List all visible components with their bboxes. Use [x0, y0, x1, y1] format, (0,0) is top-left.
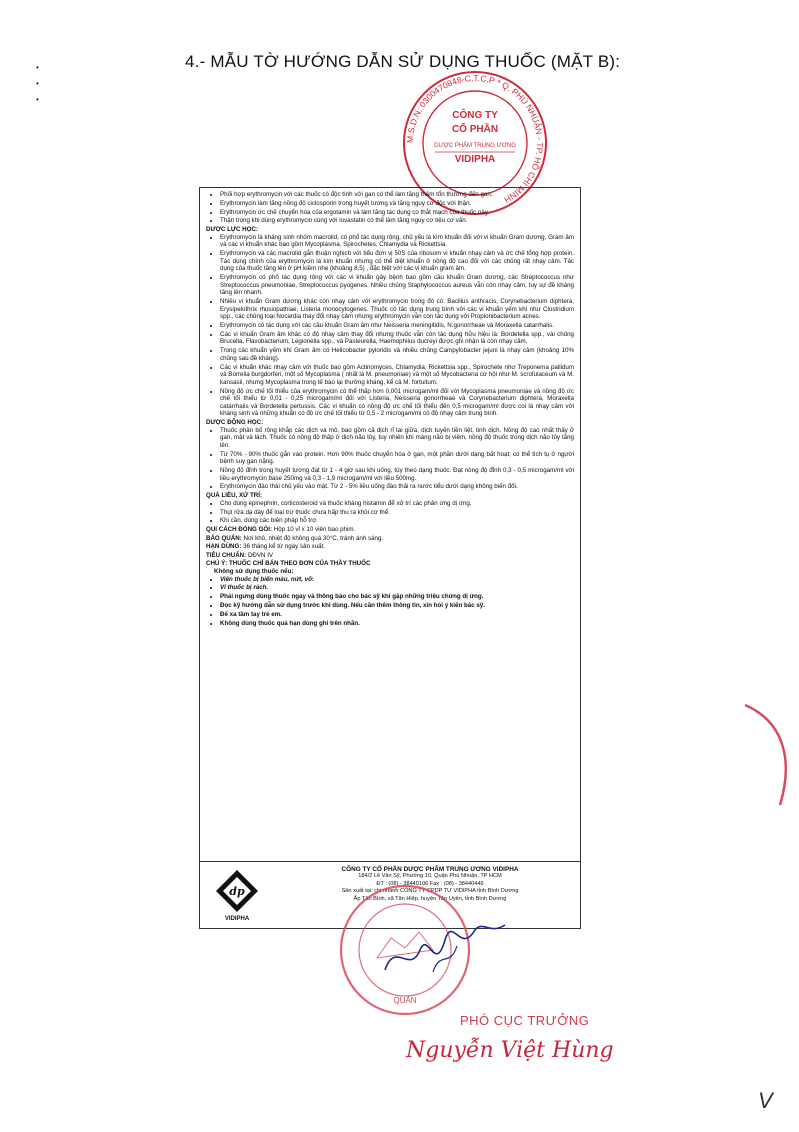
list-item: • Thụt rửa dạ dày để loại trừ thuốc chưa hấp thu ra khỏi cơ thể.	[220, 509, 574, 517]
packaging-line	[206, 526, 574, 534]
pharmacokinetics-list	[206, 427, 574, 491]
overdose-list	[206, 500, 574, 525]
pharmacodynamics-title: DƯỢC LỰC HỌC:	[206, 226, 258, 234]
list-item: • Từ 70% - 90% thuốc gắn vào protein. Hơn 90% thuốc chuyển hóa ở gan, một phần dưới dạng bất hoạt; có thể tích tụ ở người bệnh suy gan nặng.	[220, 451, 574, 466]
pharmacodynamics-list	[206, 234, 574, 418]
shelf-life-line	[206, 543, 574, 551]
no-use-list	[206, 576, 574, 592]
stamp-ring-text: QUẢN	[393, 996, 417, 1005]
list-item: • Cho dùng epinephrin, corticosteroid và thuốc kháng histamin để xử trí các phản ứng dị ứng.	[220, 500, 574, 508]
list-item: • Thận trọng khi dùng erythromycin cùng với lovastatin có thể làm tăng nguy cơ tiêu cơ vân.	[220, 217, 574, 225]
overdose-title: QUÁ LIỀU, XỬ TRÍ:	[206, 492, 263, 500]
shelf-life-value: 36 tháng kể từ ngày sản xuất.	[243, 543, 326, 551]
standard-label: TIÊU CHUẨN:	[206, 551, 247, 559]
packaging-value: Hộp 10 vỉ x 10 viên bao phim.	[273, 526, 356, 534]
list-item: • Phải ngưng dùng thuốc ngay và thông báo cho bác sỹ khi gặp những triệu chứng dị ứng.	[220, 593, 574, 601]
list-item: • Erythromycin đào thải chủ yếu vào mật. Từ 2 - 5% liều uống đào thải ra nước tiểu dưới dạng không biến đổi.	[220, 483, 574, 491]
list-item: • Đọc kỹ hướng dẫn sử dụng trước khi dùng. Nếu cần thêm thông tin, xin hỏi ý kiến bác sỹ.	[220, 602, 574, 610]
stamp-line3: DƯỢC PHẨM TRUNG ƯƠNG	[434, 143, 516, 149]
signature	[385, 925, 505, 970]
margin-dots: • • •	[36, 63, 39, 104]
factory-line: Sản xuất tại: chi nhánh CÔNG TY CPDP TƯ VIDIPHA tỉnh Bình Dương	[341, 888, 519, 895]
packaging-label: QUI CÁCH ĐÓNG GÓI:	[206, 526, 272, 534]
company-name: CÔNG TY CỔ PHẦN DƯỢC PHẨM TRUNG ƯƠNG VIDIPHA	[341, 866, 519, 873]
factory-address: Ấp Tân Bình, xã Tân Hiệp, huyện Tân Uyên, tỉnh Bình Dương	[353, 895, 507, 902]
list-item: • Erythromycin làm tăng nồng độ ciclosporin trong huyết tương và tăng nguy cơ độc với thận.	[220, 200, 574, 208]
list-item: • Erythromycin ức chế chuyển hóa của ergotamin và làm tăng tác dụng co thắt mạch của thuốc này.	[220, 209, 574, 217]
advice-list	[206, 593, 574, 627]
list-item: • Erythromycin có tác dụng với các cầu khuẩn Gram âm như Neisseria meningitidis, N.gonorrheae và Moraxella catarrhalis.	[220, 322, 574, 330]
list-item: • Erythromycin và các macrolid gắn thuận nghịch với tiểu đơn vị 50S của ribosom vi khuẩn nhạy cảm và ức chế tổng hợp protein. Tác dụng chính của erythromycin là kìm khuẩn nhưng có thể diệt khuẩn ở nồng độ cao đối với các chủng rất nhạy cảm. Tác dụng của thuốc tăng lên ở pH kiềm nhẹ (khoảng 8,5) , đặc biệt với các vi khuẩn gram âm.	[220, 250, 574, 273]
leaflet-document	[199, 187, 581, 862]
storage-value: Nơi khô, nhiệt độ không quá 30°C, tránh ánh sáng.	[243, 534, 384, 542]
list-item: • Trong các khuẩn yếm khí Gram âm có Helicobacter pyloridis và nhiều chủng Campylobacter jejuni là nhạy cảm (khoảng 10% chủng sau đề kháng).	[220, 347, 574, 362]
list-item: • Nồng độ ức chế tối thiểu của erythromycin có thể thấp hơn 0,001 microgam/ml đối với Mycoplasma pneumoniae và nồng độ ức chế tối thiểu từ 0,01 - 0,25 microgam/ml đối với Listeria, Neisseria gonorrheae và Corynebacterium diphtera, Moraxella catarrhalis và Bordetella pertussis. Các vi khuẩn có nồng độ ức chế tối thiểu đến 0,5 microgam/ml được coi là nhạy cảm với kháng sinh và những khuẩn có độ ức chế tối thiểu từ 0,5 - 2 microgam/ml có độ nhạy cảm trung bình.	[220, 388, 574, 418]
list-item: • Vỉ thuốc bị rách.	[220, 584, 574, 592]
company-address: 184/2 Lê Văn Sỹ, Phường 10, Quận Phú Nhuận, TP HCM	[358, 873, 502, 880]
list-item: • Erythromycin là kháng sinh nhóm macrolid, có phổ tác dụng rộng, chủ yếu là kìm khuẩn đối với vi khuẩn Gram dương, Gram âm và các vi khuẩn khác bao gồm Mycoplasma, Spirochetes, Chlamydia và Rickettsia.	[220, 234, 574, 249]
stamp-ring-text: M.S.D.N: 0300470848-C.T.C.P * Q. PHÚ NHUẬN - TP. HỒ CHÍ MINH	[404, 72, 546, 206]
standard-line	[206, 552, 574, 560]
list-item: • Các vi khuẩn Gram âm khác có độ nhạy cảm thay đổi nhưng thuốc vẫn còn tác dụng hữu hiệu là: Bordetella spp., vài chủng Brucella, Flavobacterium, Legionella spp., và Pasteurella, Haemophilus ducreyi được ghi nhận là còn nhạy cảm.	[220, 331, 574, 346]
list-item: • Để xa tầm tay trẻ em.	[220, 611, 574, 619]
storage-line	[206, 535, 574, 543]
company-phone: ĐT : (08) - 38440106 Fax : (08) - 38440446	[376, 880, 484, 887]
signer-name: Nguyễn Việt Hùng	[406, 1038, 614, 1063]
list-item: • Thuốc phân bố rộng khắp các dịch và mô, bao gồm cả dịch rỉ tai giữa, dịch tuyến tiền liệt, tinh dịch. Nồng độ cao nhất thấy ở gan, mật và lách. Thuốc có nồng độ thấp ở dịch não tủy, tuy nhiên khi màng não bị viêm, nồng độ thuốc trong dịch não tủy tăng lên.	[220, 427, 574, 450]
interactions-list	[206, 191, 574, 225]
list-item: • Không dùng thuốc quá hạn dùng ghi trên nhãn.	[220, 620, 574, 628]
shelf-life-label: HẠN DÙNG:	[206, 543, 242, 551]
svg-text:dp: dp	[229, 885, 245, 898]
no-use-title: Không sử dụng thuốc nếu:	[214, 568, 294, 576]
official-stamp	[325, 880, 515, 1020]
stamp-line2: CỔ PHẦN	[451, 124, 499, 135]
list-item: • Erythromycin có phổ tác dụng rộng với các vi khuẩn gây bệnh bao gồm cầu khuẩn Gram dương, các Streptococcus như Streptococcus pneumoniae, Streptococcus pyogenes. Nhiều chủng Staphylococcus aureus vẫn còn nhạy cảm, tuy sự đề kháng tăng lên nhanh.	[220, 274, 574, 297]
storage-label: BẢO QUẢN:	[206, 534, 242, 542]
page-initial: V	[758, 1088, 773, 1113]
pharmacokinetics-title: DƯỢC ĐỘNG HỌC:	[206, 419, 264, 427]
page-heading: 4.- MẪU TỜ HƯỚNG DẪN SỬ DỤNG THUỐC (MẶT B):	[185, 52, 621, 71]
page-edge-stamp	[740, 700, 799, 810]
warning-title: CHÚ Ý: THUỐC CHỈ BÁN THEO ĐƠN CỦA THẦY THUỐC	[206, 560, 371, 568]
standard-value: DĐVN IV	[247, 551, 274, 559]
list-item: • Phối hợp erythromycin với các thuốc có độc tính với gan có thể làm tăng thêm tổn thương đến gan.	[220, 191, 574, 199]
list-item: • Các vi khuẩn khác nhạy cảm với thuốc bao gồm Actinomyces, Chlamydia, Rickettsia spp., Spirochete như Treponema pallidum và Borrelia burgdorferi, một số Mycoplasma ( nhất là M. pneumoniae) và một số Mycobacteria cơ hội như M. scrofulaceum và M. kansasii, nhưng Mycoplasma trong tế bào lại thường kháng, kể cả M. fortuitum.	[220, 364, 574, 387]
list-item: • Nhiều vi khuẩn Gram dương khác còn nhạy cảm với erythromycin trong đó có: Bacillus anthracis, Corynebacterium diphtera, Erysipelothrix rhusiopathiae, Listeria monocytogenes. Thuốc có tác dụng trung bình với các vi khuẩn yếm khí như Clostridium spp., các chủng loại Nocardia thay đổi nhạy cảm nhưng erythromycin vẫn còn tác dụng với Propionibacterium acnes.	[220, 298, 574, 321]
signer-title: PHÓ CỤC TRƯỞNG	[460, 1013, 590, 1028]
list-item: • Nồng độ đỉnh trong huyết tương đạt từ 1 - 4 giờ sau khi uống, tùy theo dạng thuốc. Đạt nồng độ đỉnh 0,3 - 0,5 microgam/ml với liều erythromycin base 250mg và 0,3 - 1,9 microgam/ml với liều 500mg.	[220, 467, 574, 482]
vidipha-logo	[214, 868, 260, 922]
stamp-line4: VIDIPHA	[454, 154, 496, 165]
stamp-line1: CÔNG TY	[452, 110, 498, 121]
list-item: • Viên thuốc bị biến màu, nứt, vỡ.	[220, 576, 574, 584]
list-item: • Khi cần, dùng các biện pháp hỗ trợ.	[220, 517, 574, 525]
logo-text: VIDIPHA	[224, 916, 250, 922]
